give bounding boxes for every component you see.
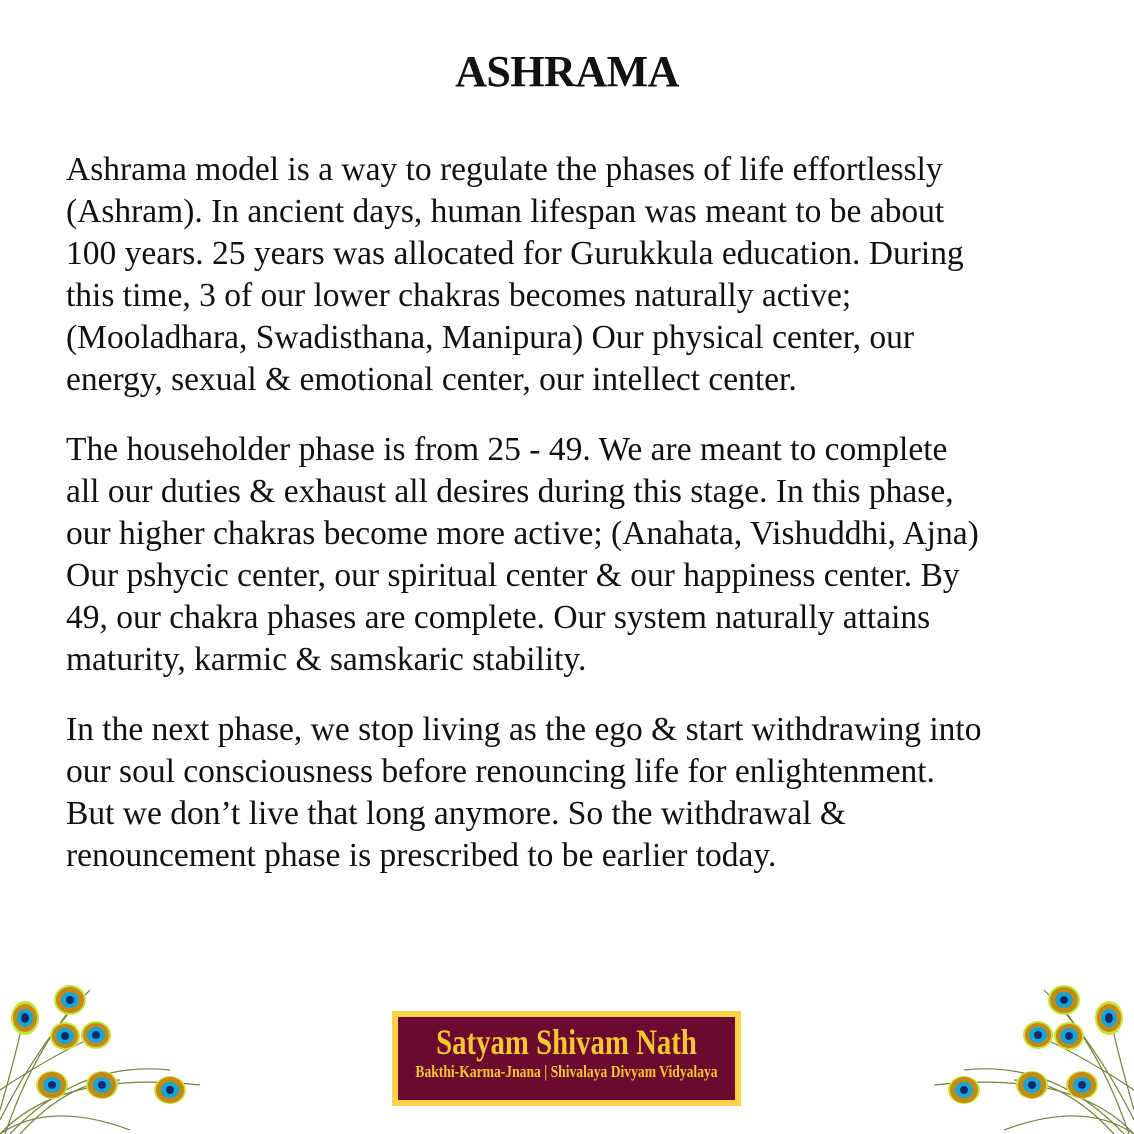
text-line: (Ashram). In ancient days, human lifespan was meant to be about [66, 193, 945, 230]
page-title: ASHRAMA [455, 47, 679, 96]
text-line: 100 years. 25 years was allocated for Gurukkula education. During [66, 235, 964, 272]
paragraph-3 [66, 709, 1116, 877]
logo-tagline: Bakthi-Karma-Jnana | Shivalaya Divyam Vidyalaya [415, 1062, 718, 1081]
text-line: all our duties & exhaust all desires during this stage. In this phase, [66, 473, 954, 510]
text-line: But we don’t live that long anymore. So the withdrawal & [66, 795, 846, 832]
text-line: (Mooladhara, Swadisthana, Manipura) Our physical center, our [66, 319, 914, 356]
text-line: 49, our chakra phases are complete. Our system naturally attains [66, 599, 931, 636]
text-line: The householder phase is from 25 - 49. We are meant to complete [66, 431, 948, 468]
logo-name: Satyam Shivam Nath [436, 1022, 697, 1062]
text-line: our soul consciousness before renouncing life for enlightenment. [66, 753, 935, 790]
text-line: energy, sexual & emotional center, our intellect center. [66, 361, 797, 398]
text-line: this time, 3 of our lower chakras becomes naturally active; [66, 277, 852, 314]
brand-logo [392, 1011, 741, 1106]
text-line: Our pshycic center, our spiritual center & our happiness center. By [66, 557, 960, 594]
peacock-feather-right-icon [914, 950, 1134, 1134]
paragraph-2 [66, 429, 1116, 681]
text-line: maturity, karmic & samskaric stability. [66, 641, 587, 678]
text-line: renouncement phase is prescribed to be earlier today. [66, 837, 777, 874]
text-line: our higher chakras become more active; (Anahata, Vishuddhi, Ajna) [66, 515, 979, 552]
paragraph-1 [66, 149, 1116, 401]
text-line: Ashrama model is a way to regulate the phases of life effortlessly [66, 151, 943, 188]
peacock-feather-left-icon [0, 950, 220, 1134]
text-line: In the next phase, we stop living as the ego & start withdrawing into [66, 711, 982, 748]
